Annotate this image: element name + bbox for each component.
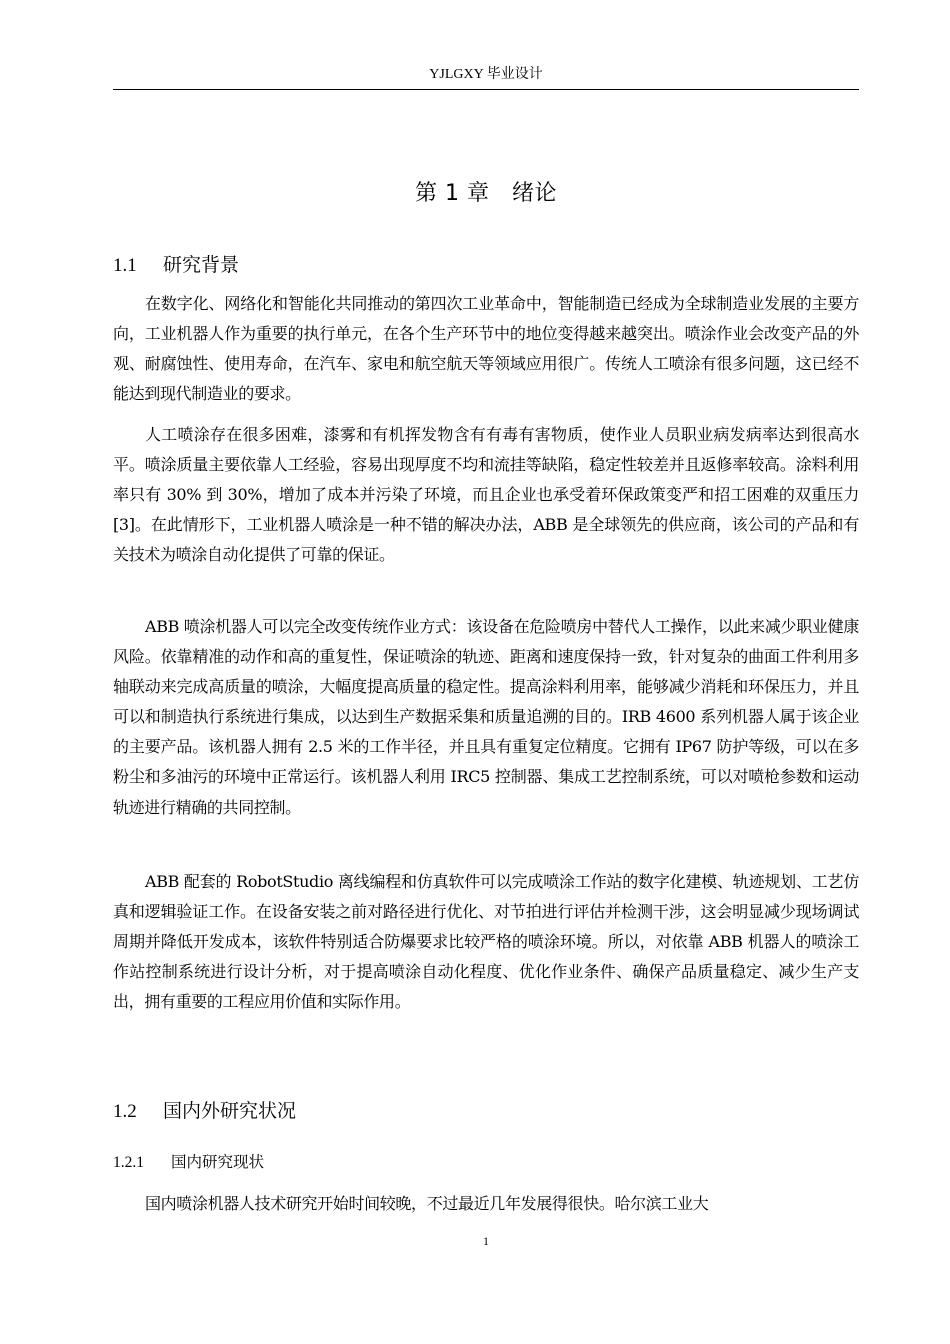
paragraph: ABB 配套的 RobotStudio 离线编程和仿真软件可以完成喷涂工作站的数字化建模、轨迹规划、工艺仿真和逻辑验证工作。在设备安装之前对路径进行优化、对节拍进行评估并检测干涉，这会明显减少现场调试周期并降低开发成本，该软件特别适合防爆要求比较严格的喷涂环境。所以，对依靠 ABB 机器人的喷涂工作站控制系统进行设计分析，对于提高喷涂自动化程度、优化作业条件、确保产品质量稳定、减少生产支出，拥有重要的工程应用价值和实际作用。: [113, 872, 859, 1012]
paragraph: 人工喷涂存在很多困难，漆雾和有机挥发物含有有毒有害物质，使作业人员职业病发病率达到很高水平。喷涂质量主要依靠人工经验，容易出现厚度不均和流挂等缺陷，稳定性较差并且返修率较高。涂料利用率只有 30% 到 30%，增加了成本并污染了环境，而且企业也承受着环保政策变严和招工困难的双重压力[3]。在此情形下，工业机器人喷涂是一种不错的解决办法，ABB 是全球领先的供应商，该公司的产品和有关技术为喷涂自动化提供了可靠的保证。: [113, 425, 859, 565]
page-number: 1: [483, 1234, 489, 1248]
paragraph: 国内喷涂机器人技术研究开始时间较晚，不过最近几年发展得很快。哈尔滨工业大: [145, 1194, 709, 1213]
running-header: YJLGXY 毕业设计: [429, 67, 543, 82]
header-rule: [113, 89, 859, 90]
section-heading-1-1: [113, 251, 239, 280]
section-heading-1-2: [113, 1097, 296, 1126]
section-number: 1.2: [113, 1101, 137, 1122]
paragraph: 在数字化、网络化和智能化共同推动的第四次工业革命中，智能制造已经成为全球制造业发展的主要方向，工业机器人作为重要的执行单元，在各个生产环节中的地位变得越来越突出。喷涂作业会改变产品的外观、耐腐蚀性、使用寿命，在汽车、家电和航空航天等领域应用很广。传统人工喷涂有很多问题，这已经不能达到现代制造业的要求。: [113, 294, 859, 404]
paragraph: ABB 喷涂机器人可以完全改变传统作业方式：该设备在危险喷房中替代人工操作，以此来减少职业健康风险。依靠精准的动作和高的重复性，保证喷涂的轨迹、距离和速度保持一致，针对复杂的曲面工件利用多轴联动来完成高质量的喷涂，大幅度提高质量的稳定性。提高涂料利用率，能够减少消耗和环保压力，并且可以和制造执行系统进行集成，以达到生产数据采集和质量追溯的目的。IRB 4600 系列机器人属于该企业的主要产品。该机器人拥有 2.5 米的工作半径，并且具有重复定位精度。它拥有 IP67 防护等级，可以在多粉尘和多油污的环境中正常运行。该机器人利用 IRC5 控制器、集成工艺控制系统，可以对喷枪参数和运动轨迹进行精确的共同控制。: [113, 617, 859, 817]
subsection-title: 国内研究现状: [171, 1153, 265, 1171]
section-title: 研究背景: [163, 254, 240, 276]
section-number: 1.1: [113, 255, 137, 276]
section-title: 国内外研究状况: [163, 1100, 297, 1122]
subsection-number: 1.2.1: [113, 1154, 144, 1171]
subsection-heading-1-2-1: [113, 1150, 264, 1175]
chapter-title: 第 1 章 绪论: [415, 181, 557, 206]
